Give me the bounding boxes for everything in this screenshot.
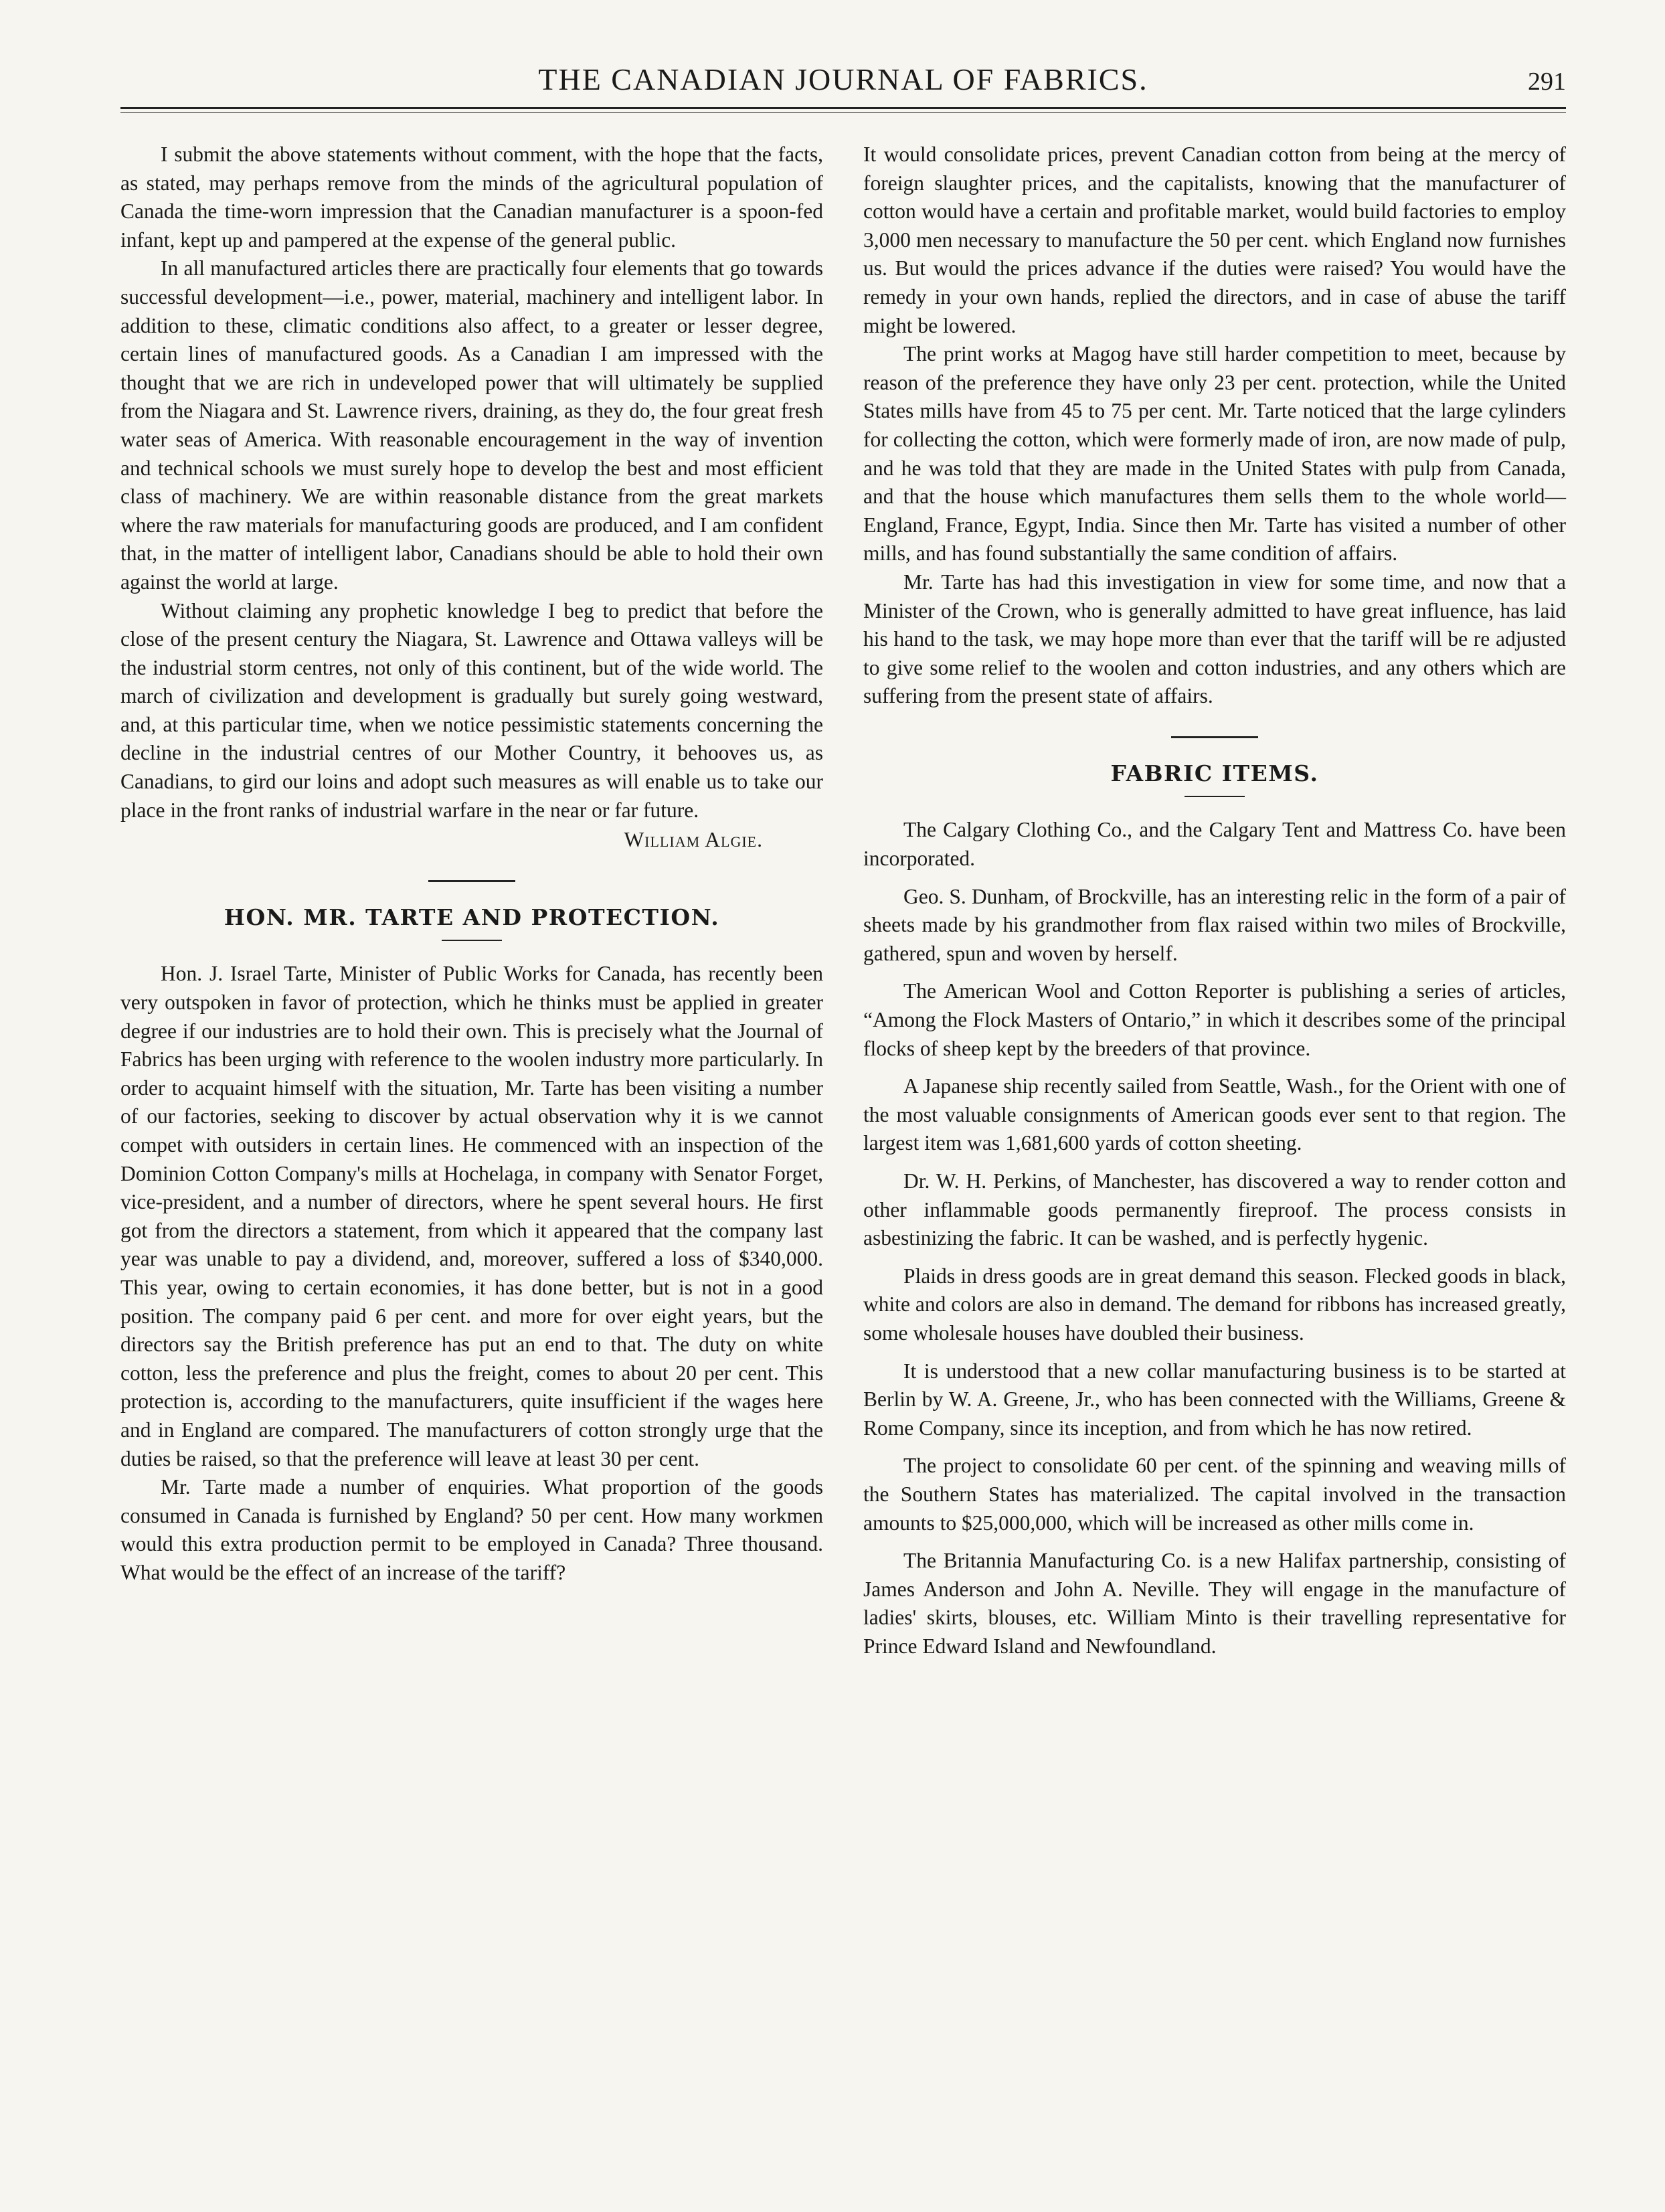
news-item: Geo. S. Dunham, of Brockville, has an interesting relic in the form of a pair of sheets made by his grandmother from flax raised within two miles of Brockville, gathered, spun and woven by herself.	[863, 884, 1566, 965]
news-item: The Calgary Clothing Co., and the Calgary Tent and Mattress Co. have been incorporated.	[863, 818, 1566, 871]
header-rule-thin	[120, 112, 1566, 113]
news-item: Dr. W. H. Perkins, of Manchester, has discovered a way to render cotton and other inflammable goods permanently fireproof. The process consists in asbestinizing the fabric. It can be washed, and is perfectly hygenic.	[863, 1169, 1566, 1250]
fabric-items-list	[863, 816, 1566, 1661]
news-item: The project to consolidate 60 per cent. of the spinning and weaving mills of the Southern States has materialized. The capital involved in the transaction amounts to $25,000,000, which will be increased as other mills come in.	[863, 1454, 1566, 1535]
news-item: The American Wool and Cotton Reporter is publishing a series of articles, “Among the Flock Masters of Ontario,” in which it describes some of the principal flocks of sheep kept by the breeders of that province.	[863, 979, 1566, 1060]
heading-underline	[442, 940, 502, 941]
running-head	[120, 62, 1566, 108]
news-item: A Japanese ship recently sailed from Seattle, Wash., for the Orient with one of the most valuable consignments of American goods ever sent to that region. The largest item was 1,681,600 yards of cotton sheeting.	[863, 1074, 1566, 1155]
right-column	[863, 141, 1566, 1661]
article-paragraph: I submit the above statements without comment, with the hope that the facts, as stated, may perhaps remove from the minds of the agricultural population of Canada the time-worn impression that the Canadian manufacturer is a spoon-fed infant, kept up and pampered at the expense of the general public.	[120, 143, 823, 252]
news-item: The Britannia Manufacturing Co. is a new Halifax partnership, consisting of James Anderson and John A. Neville. They will engage in the manufacture of ladies' skirts, blouses, etc. William Minto is their travelling representative for Prince Edward Island and Newfoundland.	[863, 1549, 1566, 1658]
left-column	[120, 141, 823, 1588]
news-item: It is understood that a new collar manufacturing business is to be started at Berlin by W. A. Greene, Jr., who has been connected with the Williams, Greene & Rome Company, since its inception, and from which he has now retired.	[863, 1359, 1566, 1440]
article-paragraph: It would consolidate prices, prevent Canadian cotton from being at the mercy of foreign slaughter prices, and the capitalists, knowing that the manufacturer of cotton would have a certain and profitable market, would build factories to employ 3,000 men necessary to manufacture the 50 per cent. which England now furnishes us. But would the prices advance if the duties were raised? You would have the remedy in your own hands, replied the directors, and in case of abuse the tariff might be lowered.	[863, 143, 1566, 337]
section-heading-fabric-items: FABRIC ITEMS.	[1110, 760, 1319, 786]
section-divider	[428, 880, 515, 882]
header-rule	[120, 107, 1566, 109]
news-item: Plaids in dress goods are in great demand this season. Flecked goods in black, white and colors are also in demand. The demand for ribbons has increased greatly, some wholesale houses have doubled their business.	[863, 1264, 1566, 1345]
heading-underline	[1185, 796, 1245, 797]
section-divider	[1171, 736, 1258, 738]
article-paragraph: The print works at Magog have still harder competition to meet, because by reason of the preference they have only 23 per cent. protection, while the United States mills have from 45 to 75 per cent. Mr. Tarte noticed that the large cylinders for collecting the cotton, which were formerly made of iron, are now made of pulp, and he was told that they are made in the United States with pulp from Canada, and that the house which manufactures them sells them to the whole world—England, France, Egypt, India. Since then Mr. Tarte has visited a number of other mills, and has found substantially the same condition of affairs.	[863, 342, 1566, 566]
section-heading-tarte: HON. MR. TARTE AND PROTECTION.	[224, 904, 720, 930]
article-paragraph: In all manufactured articles there are practically four elements that go towards successful development—i.e., power, material, machinery and intelligent labor. In addition to these, climatic conditions also affect, to a greater or lesser degree, certain lines of manufactured goods. As a Canadian I am impressed with the thought that we are rich in undeveloped power that will ultimately be supplied from the Niagara and St. Lawrence rivers, draining, as they do, the four great fresh water seas of America. With reasonable encouragement in the way of invention and technical schools we must surely hope to develop the best and most efficient class of machinery. We are within reasonable distance from the great markets where the raw materials for manufacturing goods are produced, and I am confident that, in the matter of intelligent labor, Canadians should be able to hold their own against the world at large.	[120, 256, 823, 594]
article-paragraph: Mr. Tarte has had this investigation in view for some time, and now that a Minister of the Crown, who is generally admitted to have great influence, has laid his hand to the task, we may hope more than ever that the tariff will be re adjusted to give some relief to the woolen and cotton industries, and any others which are suffering from the present state of affairs.	[863, 570, 1566, 708]
page-number: 291	[1528, 68, 1566, 96]
author-signature: William Algie.	[624, 828, 763, 852]
article-paragraph: Mr. Tarte made a number of enquiries. What proportion of the goods consumed in Canada is furnished by England? 50 per cent. How many workmen would this extra production permit to be employed in Canada? Three thousand. What would be the effect of an increase of the tariff?	[120, 1475, 823, 1584]
article-paragraph: Hon. J. Israel Tarte, Minister of Public Works for Canada, has recently been very outspoken in favor of protection, which he thinks must be applied in greater degree if our industries are to hold their own. This is precisely what the Journal of Fabrics has been urging with reference to the woolen industry more particularly. In order to acquaint himself with the situation, Mr. Tarte has been visiting a number of our factories, seeking to discover by actual observation why it is we cannot compet with outsiders in certain lines. He commenced with an inspection of the Dominion Cotton Company's mills at Hochelaga, in company with Senator Forget, vice-president, and a number of directors, where he spent several hours. He first got from the directors a statement, from which it appeared that the company last year was unable to pay a dividend, and, moreover, suffered a loss of $340,000. This year, owing to certain economies, it has done better, but is not in a good position. The company paid 6 per cent. and more for over eight years, but the directors say the British preference has put an end to that. The duty on white cotton, less the preference and plus the freight, comes to about 20 per cent. This protection is, according to the manufacturers, quite insufficient if the wages here and in England are compared. The manufacturers of cotton strongly urge that the duties be raised, so that the preference will leave at least 30 per cent.	[120, 962, 823, 1470]
article-paragraph: Without claiming any prophetic knowledge I beg to predict that before the close of the present century the Niagara, St. Lawrence and Ottawa valleys will be the industrial storm centres, not only of this continent, but of the wide world. The march of civilization and development is gradually but surely going westward, and, at this particular time, when we notice pessimistic statements concerning the decline in the industrial centres of our Mother Country, it behooves us, as Canadians, to gird our loins and adopt such measures as will enable us to take our place in the front ranks of industrial warfare in the near or far future.	[120, 598, 823, 822]
journal-title: THE CANADIAN JOURNAL OF FABRICS.	[538, 62, 1148, 96]
